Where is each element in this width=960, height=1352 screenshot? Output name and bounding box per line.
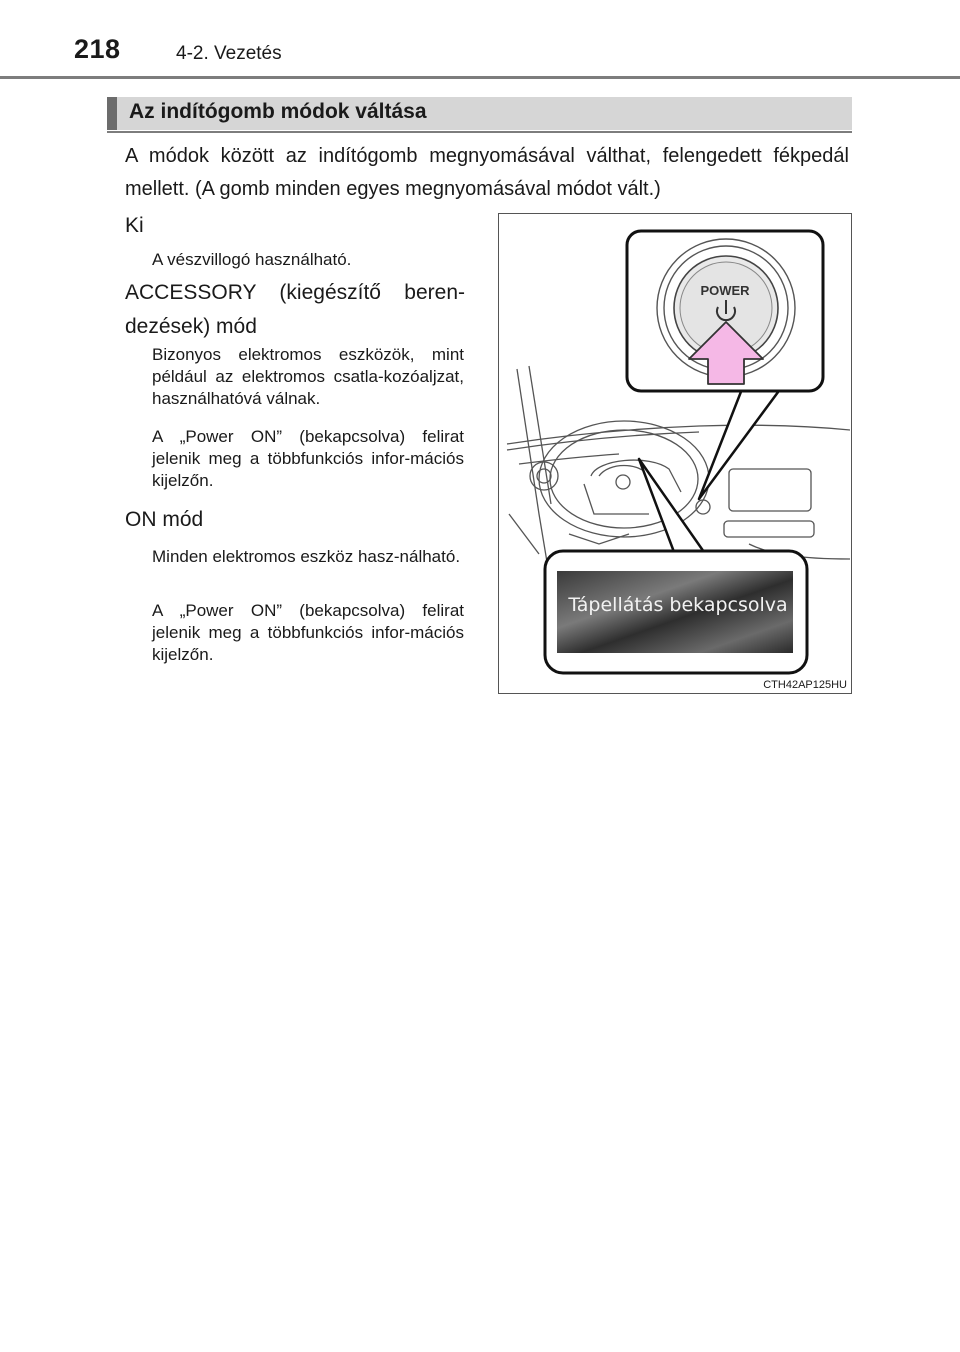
mode-title-accessory: ACCESSORY (kiegészítő beren-dezések) mód xyxy=(125,281,465,338)
display-message: Tápellátás bekapcsolva xyxy=(568,594,788,616)
mode-title-off: Ki xyxy=(125,214,144,237)
section-heading-bar xyxy=(107,97,852,130)
power-button-label: POWER xyxy=(700,283,750,298)
header-rule xyxy=(0,76,960,79)
mode-description-on-2: A „Power ON” (bekapcsolva) felirat jelenik meg a többfunkciós infor-mációs kijelzőn. xyxy=(152,601,464,664)
mode-description-off: A vészvillogó használható. xyxy=(152,250,352,269)
mode-description-on-1: Minden elektromos eszköz hasz-nálható. xyxy=(152,547,461,566)
figure-code: CTH42AP125HU xyxy=(763,679,847,691)
mode-description-accessory-2: A „Power ON” (bekapcsolva) felirat jelenik meg a többfunkciós infor-mációs kijelzőn. xyxy=(152,427,464,490)
intro-paragraph: A módok között az indítógomb megnyomásával válthat, felengedett fékpedál mellett. (A gomb minden egyes megnyomásával módot vált.) xyxy=(125,145,849,200)
section-rule xyxy=(107,131,852,133)
mode-title-on: ON mód xyxy=(125,508,204,531)
power-button-illustration xyxy=(498,213,852,694)
mode-description-accessory-1: Bizonyos elektromos eszközök, mint például az elektromos csatla-kozóaljzat, használhatóvá válnak. xyxy=(152,345,464,408)
running-head: 4-2. Vezetés xyxy=(176,43,282,64)
section-title: Az indítógomb módok váltása xyxy=(129,100,427,123)
page-number: 218 xyxy=(74,34,121,64)
